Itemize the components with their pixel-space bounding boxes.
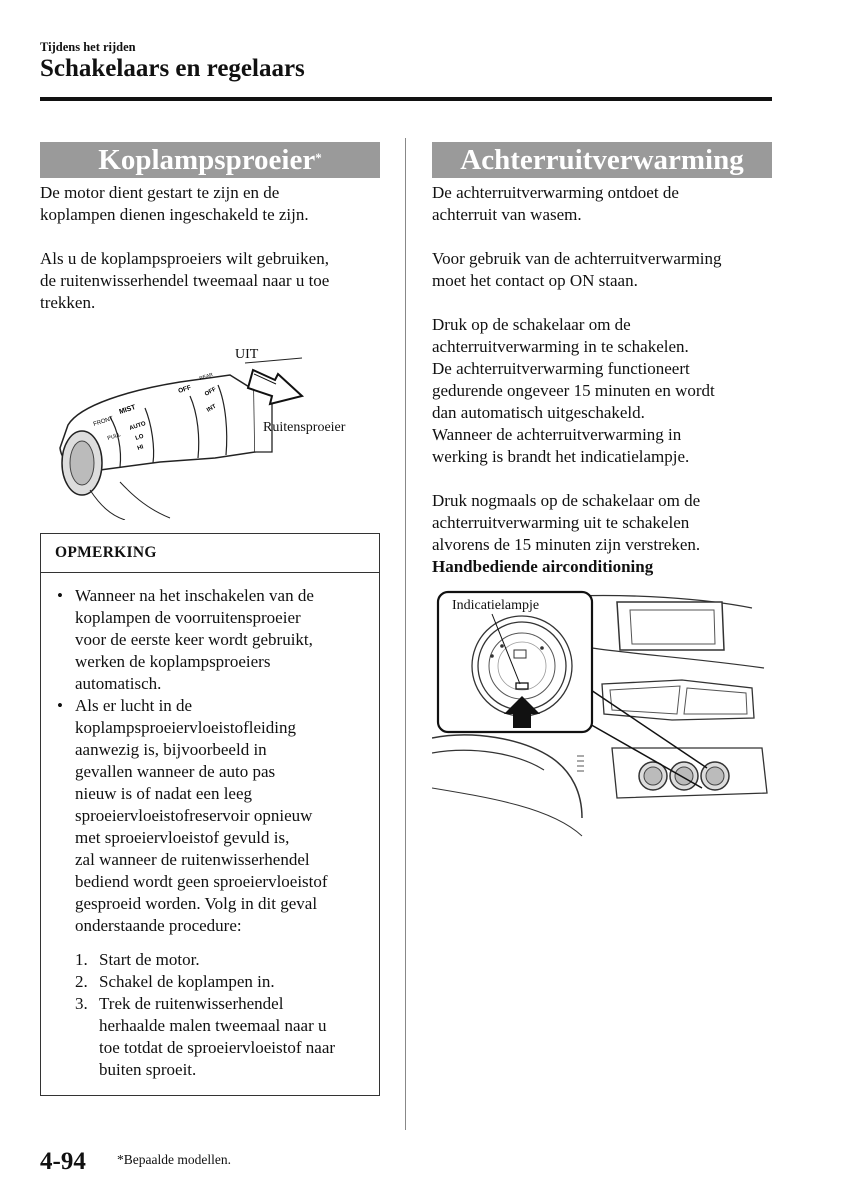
- heading-text: Koplampsproeier: [98, 144, 316, 176]
- text-line: dan automatisch uitgeschakeld.: [432, 403, 645, 422]
- heading-achterruitverwarming: [432, 142, 772, 178]
- text-line: gedurende ongeveer 15 minuten en wordt: [432, 381, 715, 400]
- label-washer: Ruitensproeier: [263, 420, 346, 435]
- step-number: 3.: [75, 994, 88, 1013]
- text-line: koplampen de voorruitensproeier: [75, 608, 301, 627]
- list-item: [57, 585, 369, 695]
- text-line: koplampen dienen ingeschakeld te zijn.: [40, 205, 309, 224]
- text-line: achterruit van wasem.: [432, 205, 582, 224]
- text-line: achterruitverwarming in te schakelen.: [432, 337, 689, 356]
- text-line: herhaalde malen tweemaal naar u: [99, 1016, 327, 1035]
- text-line: toe totdat de sproeiervloeistof naar: [99, 1038, 336, 1057]
- page-title: Schakelaars en regelaars: [40, 55, 305, 82]
- stalk-mark: FRONT: [92, 415, 115, 428]
- footnote: *Bepaalde modellen.: [117, 1152, 231, 1167]
- text-line: De achterruitverwarming ontdoet de: [432, 183, 679, 202]
- step-number: 2.: [75, 972, 88, 991]
- text-line: Voor gebruik van de achterruitverwarming: [432, 249, 722, 268]
- text-line: werking is brandt het indicatielampje.: [432, 447, 690, 466]
- list-item: [57, 695, 369, 937]
- indicator-lamp-icon: [516, 683, 528, 689]
- note-body: [41, 573, 379, 1081]
- stalk-mark: OFF: [177, 384, 192, 395]
- subheading: Handbediende airconditioning: [432, 557, 654, 576]
- text-line: gevallen wanneer de auto pas: [75, 762, 276, 781]
- text-line: De motor dient gestart te zijn en de: [40, 183, 280, 202]
- left-intro: [40, 182, 390, 314]
- stalk-mark: OFF: [204, 386, 218, 398]
- text-line: koplampsproeiervloeistofleiding: [75, 718, 296, 737]
- text-line: Druk nogmaals op de schakelaar om de: [432, 491, 701, 510]
- label-off: UIT: [235, 347, 259, 362]
- step-item: [57, 993, 369, 1081]
- stalk-mark: INT: [206, 403, 218, 414]
- heading-footnote-mark: *: [315, 150, 322, 165]
- text-line: Wanneer na het inschakelen van de: [75, 586, 314, 605]
- text-line: onderstaande procedure:: [75, 916, 242, 935]
- text-line: Als u de koplampsproeiers wilt gebruiken,: [40, 249, 329, 268]
- page-number: 4-94: [40, 1148, 86, 1175]
- note-title: OPMERKING: [41, 534, 379, 573]
- callout-label: Indicatielampje: [452, 598, 540, 613]
- text-line: voor de eerste keer wordt gebruikt,: [75, 630, 313, 649]
- text-line: nieuw is of nadat een leeg: [75, 784, 253, 803]
- text-line: achterruitverwarming uit te schakelen: [432, 513, 690, 532]
- stalk-mark: REAR: [198, 371, 214, 382]
- bullet-marker: •: [57, 696, 63, 715]
- text-line: Als er lucht in de: [75, 696, 193, 715]
- step-item: [57, 949, 369, 971]
- text-line: trekken.: [40, 293, 96, 312]
- note-box: [40, 533, 380, 1096]
- text-line: zal wanneer de ruitenwisserhendel: [75, 850, 310, 869]
- heading-text: Achterruitverwarming: [460, 144, 744, 176]
- text-line: Start de motor.: [99, 950, 200, 969]
- text-line: sproeiervloeistofreservoir opnieuw: [75, 806, 313, 825]
- column-divider: [405, 138, 406, 1130]
- text-line: gesproeid worden. Volg in dit geval: [75, 894, 318, 913]
- text-line: automatisch.: [75, 674, 162, 693]
- stalk-mark: LO: [134, 433, 145, 442]
- stalk-mark: AUTO: [128, 420, 147, 432]
- heading-koplampsproeier: [40, 142, 380, 178]
- text-line: de ruitenwisserhendel tweemaal naar u toe: [40, 271, 330, 290]
- stalk-mark: HI: [136, 444, 145, 452]
- text-line: Schakel de koplampen in.: [99, 972, 275, 991]
- text-line: Wanneer de achterruitverwarming in: [432, 425, 682, 444]
- right-text: [432, 182, 782, 578]
- section-kicker: Tijdens het rijden: [40, 40, 136, 54]
- bullet-marker: •: [57, 586, 63, 605]
- text-line: bediend wordt geen sproeiervloeistof: [75, 872, 328, 891]
- text-line: met sproeiervloeistof gevuld is,: [75, 828, 290, 847]
- stalk-mark: MIST: [118, 404, 137, 416]
- text-line: buiten sproeit.: [99, 1060, 197, 1079]
- text-line: alvorens de 15 minuten zijn verstreken.: [432, 535, 701, 554]
- text-line: aanwezig is, bijvoorbeeld in: [75, 740, 267, 759]
- step-item: [57, 971, 369, 993]
- header-rule: [40, 97, 772, 101]
- text-line: Druk op de schakelaar om de: [432, 315, 631, 334]
- step-number: 1.: [75, 950, 88, 969]
- text-line: werken de koplampsproeiers: [75, 652, 271, 671]
- text-line: De achterruitverwarming functioneert: [432, 359, 690, 378]
- stalk-mark: PULL: [106, 431, 122, 442]
- dashboard-illustration: [432, 588, 777, 838]
- text-line: moet het contact op ON staan.: [432, 271, 638, 290]
- text-line: Trek de ruitenwisserhendel: [99, 994, 284, 1013]
